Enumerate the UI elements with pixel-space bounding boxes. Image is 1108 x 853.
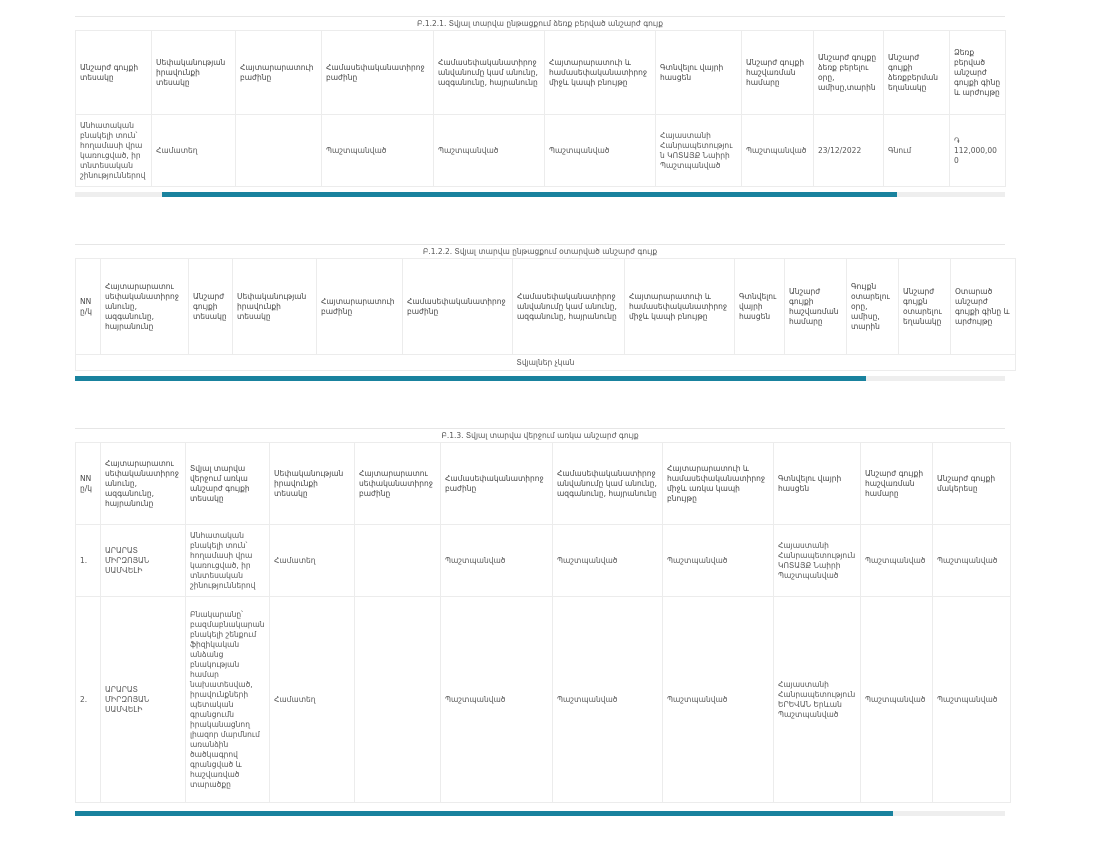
header-cell: Անշարժ գույքի հաշվառման համարը xyxy=(742,31,814,115)
header-cell: Համասեփականատիրոջ անվանումը կամ անունը, ազգանունը, հայրանունը xyxy=(434,31,545,115)
header-cell: Հայտարարատուի և համասեփականատիրոջ միջև կապի բնույթը xyxy=(625,259,735,355)
header-cell: Համասեփականատիրոջ բաժինը xyxy=(403,259,513,355)
header-cell: Անշարժ գույքի հաշվառման համարը xyxy=(785,259,847,355)
header-cell: Գտնվելու վայրի հասցեն xyxy=(656,31,742,115)
scrollbar-thumb[interactable] xyxy=(75,376,866,381)
header-cell: NN ը/կ xyxy=(76,443,101,525)
current-property-table xyxy=(75,442,1011,803)
table-cell: Հայաստանի Հանրապետություն ԵՐԵՎԱՆ Երևան Պաշտպանված xyxy=(774,597,861,803)
table-cell: Անհատական բնակելի տուն՝ հողամասի վրա կառուցված, իր տնտեսական շինություններով xyxy=(76,115,152,187)
header-cell: Տվյալ տարվա վերջում առկա անշարժ գույքի տեսակը xyxy=(186,443,270,525)
table-cell: Պաշտպանված xyxy=(553,597,663,803)
table-cell: Պաշտպանված xyxy=(861,525,933,597)
header-cell: NN ը/կ xyxy=(76,259,101,355)
header-cell: Հայտարարատուի և համասեփականատիրոջ միջև առկա կապի բնույթը xyxy=(663,443,774,525)
table-cell: Պաշտպանված xyxy=(545,115,656,187)
table-cell: ֏ 112,000,000 xyxy=(950,115,1006,187)
table-cell: Պաշտպանված xyxy=(434,115,545,187)
section-acquired-property xyxy=(75,16,1005,201)
section-title: Բ.1.3. Տվյալ տարվա վերջում առկա անշարժ գույք xyxy=(75,428,1005,443)
horizontal-scrollbar[interactable] xyxy=(75,192,1005,197)
table-cell: Գնում xyxy=(884,115,950,187)
header-cell: Անշարժ գույքի տեսակը xyxy=(189,259,233,355)
table-cell: Համատեղ xyxy=(270,525,355,597)
table-cell: Համատեղ xyxy=(270,597,355,803)
section-title: Բ.1.2.1. Տվյալ տարվա ընթացքում ձեռք բերված անշարժ գույք xyxy=(75,16,1005,31)
header-cell: Հայտարարատուի և համասեփականատիրոջ միջև կապի բնույթը xyxy=(545,31,656,115)
header-cell: Համասեփականատիրոջ անվանումը կամ անունը, ազգանունը, հայրանունը xyxy=(513,259,625,355)
table-row xyxy=(76,525,1011,597)
header-cell: Հայտարարատու սեփականատիրոջ բաժինը xyxy=(355,443,441,525)
header-cell: Օտարած անշարժ գույքի գինը և արժույթը xyxy=(951,259,1016,355)
acquired-property-table xyxy=(75,30,1006,187)
table-cell: Համատեղ xyxy=(152,115,236,187)
table-cell: 23/12/2022 xyxy=(814,115,884,187)
scrollbar-thumb[interactable] xyxy=(162,192,897,197)
table-row xyxy=(76,115,1006,187)
table-cell: Պաշտպանված xyxy=(742,115,814,187)
empty-message: Տվյալներ չկան xyxy=(76,355,1016,371)
table-cell: Պաշտպանված xyxy=(441,597,553,803)
table-cell: 1. xyxy=(76,525,101,597)
header-cell: Անշարժ գույքի ձեռքբերման եղանակը xyxy=(884,31,950,115)
header-cell: Անշարժ գույքը ձեռք բերելու օրը, ամիսը,տարին xyxy=(814,31,884,115)
header-cell: Գտնվելու վայրի հասցեն xyxy=(774,443,861,525)
table-cell: Պաշտպանված xyxy=(441,525,553,597)
header-cell: Համասեփականատիրոջ անվանումը կամ անունը, ազգանունը, հայրանունը xyxy=(553,443,663,525)
section-title: Բ.1.2.2. Տվյալ տարվա ընթացքում օտարված անշարժ գույք xyxy=(75,244,1005,259)
table-cell: Անհատական բնակելի տուն՝ հողամասի վրա կառուցված, իր տնտեսական շինություններով xyxy=(186,525,270,597)
table-cell: Պաշտպանված xyxy=(933,597,1011,803)
section-alienated-property xyxy=(75,244,1010,384)
header-cell: Հայտարարատուի բաժինը xyxy=(317,259,403,355)
table-cell: Պաշտպանված xyxy=(861,597,933,803)
header-cell: Անշարժ գույքի մակերեսը xyxy=(933,443,1011,525)
table-cell: Պաշտպանված xyxy=(663,597,774,803)
header-cell: Ձեռք բերված անշարժ գույքի գինը և արժույթը xyxy=(950,31,1006,115)
table-cell: Պաշտպանված xyxy=(663,525,774,597)
header-cell: Անշարժ գույքն օտարելու եղանակը xyxy=(899,259,951,355)
table-cell: Պաշտպանված xyxy=(933,525,1011,597)
table-cell: Բնակարանը՝ բազմաբնակարան բնակելի շենքում ֆիզիկական անձանց բնակության համար նախատեսված, իրավունքների պետական գրանցումն իրականացնող լիազոր մարմնում առանձին ծածկագրով գրանցված և հաշվառված տարածքը xyxy=(186,597,270,803)
header-cell: Համասեփականատիրոջ բաժինը xyxy=(322,31,434,115)
table-cell xyxy=(236,115,322,187)
header-cell: Սեփականության իրավունքի տեսակը xyxy=(152,31,236,115)
header-cell: Հայտարարատու սեփականատիրոջ անունը, ազգանունը, հայրանունը xyxy=(101,259,189,355)
table-cell xyxy=(355,597,441,803)
table-row xyxy=(76,355,1016,371)
header-cell: Գտնվելու վայրի հասցեն xyxy=(735,259,785,355)
header-cell: Հայտարարատուի բաժինը xyxy=(236,31,322,115)
horizontal-scrollbar[interactable] xyxy=(75,376,1005,381)
table-cell: 2. xyxy=(76,597,101,803)
horizontal-scrollbar[interactable] xyxy=(75,811,1005,816)
header-cell: Հայտարարատու սեփականատիրոջ անունը, ազգանունը, հայրանունը xyxy=(101,443,186,525)
table-cell: Պաշտպանված xyxy=(322,115,434,187)
scrollbar-thumb[interactable] xyxy=(75,811,893,816)
header-cell: Անշարժ գույքի հաշվառման համարը xyxy=(861,443,933,525)
table-row xyxy=(76,597,1011,803)
header-cell: Համասեփականատիրոջ բաժինը xyxy=(441,443,553,525)
table-cell xyxy=(355,525,441,597)
table-cell: Հայաստանի Հանրապետություն ԿՈՏԱՅՔ Նաիրի Պաշտպանված xyxy=(656,115,742,187)
header-cell: Սեփականության իրավունքի տեսակը xyxy=(270,443,355,525)
table-cell: ԱՐԱՐԱՏ ՄԻՐԶՈՅԱՆ ՍԱՄՎԵԼԻ xyxy=(101,597,186,803)
header-cell: Սեփականության իրավունքի տեսակը xyxy=(233,259,317,355)
table-cell: Պաշտպանված xyxy=(553,525,663,597)
section-current-property xyxy=(75,428,1005,818)
header-cell: Գույքն օտարելու օրը, ամիսը, տարին xyxy=(847,259,899,355)
alienated-property-table xyxy=(75,258,1016,371)
header-cell: Անշարժ գույքի տեսակը xyxy=(76,31,152,115)
table-cell: ԱՐԱՐԱՏ ՄԻՐԶՈՅԱՆ ՍԱՄՎԵԼԻ xyxy=(101,525,186,597)
table-cell: Հայաստանի Հանրապետություն ԿՈՏԱՅՔ Նաիրի Պաշտպանված xyxy=(774,525,861,597)
